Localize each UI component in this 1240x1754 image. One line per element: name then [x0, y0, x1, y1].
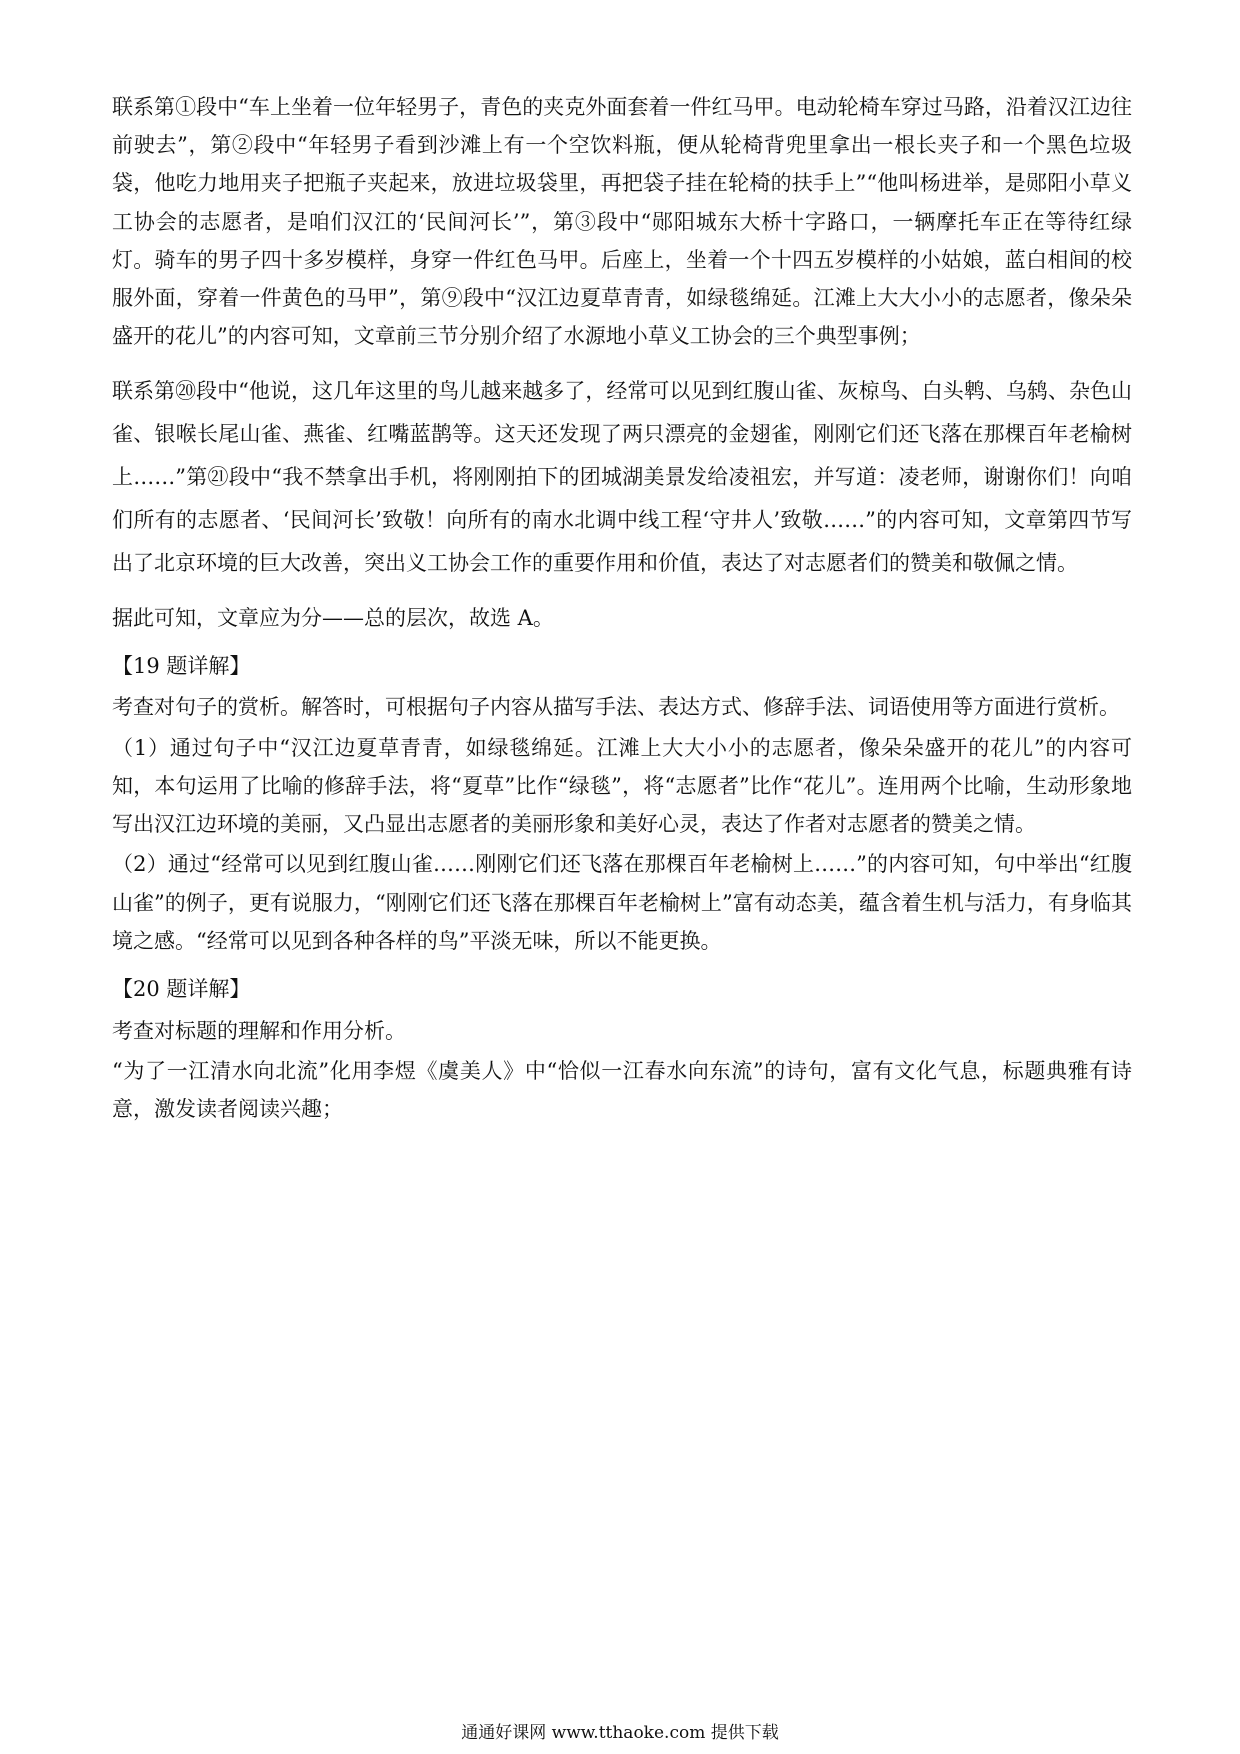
paragraph-conclusion: 据此可知，文章应为分——总的层次，故选 A。 [112, 605, 554, 630]
section-19-intro: 考查对句子的赏析。解答时，可根据句子内容从描写手法、表达方式、修辞手法、词语使用等方面进行赏析。 [112, 695, 1120, 720]
section-19-heading: 【19 题详解】 [112, 653, 251, 678]
section-19-point-2: （2）通过“经常可以见到红腹山雀……刚刚它们还飞落在那棵百年老榆树上……”的内容可知，句中举出“红腹山雀”的例子，更有说服力，“刚刚它们还飞落在那棵百年老榆树上”富有动态美，蕴含着生机与活力，有身临其境之感。“经常可以见到各种各样的鸟”平淡无味，所以不能更换。 [112, 852, 1132, 953]
section-19-point-1: （1）通过句子中“汉江边夏草青青，如绿毯绵延。江滩上大大小小的志愿者，像朵朵盛开的花儿”的内容可知，本句运用了比喻的修辞手法，将“夏草”比作“绿毯”，将“志愿者”比作“花儿”。连用两个比喻，生动形象地写出汉江边环境的美丽，又凸显出志愿者的美丽形象和美好心灵，表达了作者对志愿者的赞美之情。 [112, 735, 1132, 837]
document-page [112, 88, 1132, 1130]
section-20-intro: 考查对标题的理解和作用分析。 [112, 1018, 406, 1043]
section-20-heading: 【20 题详解】 [112, 977, 251, 1002]
page-footer: 通通好课网 www.tthaoke.com 提供下载 [461, 1723, 779, 1743]
paragraph-analysis-fourth-section: 联系第⑳段中“他说，这几年这里的鸟儿越来越多了，经常可以见到红腹山雀、灰椋鸟、白头鹎、乌鸫、杂色山雀、银喉长尾山雀、燕雀、红嘴蓝鹊等。这天还发现了两只漂亮的金翅雀，刚刚它们还飞落在那棵百年老榆树上……”第㉑段中“我不禁拿出手机，将刚刚拍下的团城湖美景发给凌祖宏，并写道：凌老师，谢谢你们！向咱们所有的志愿者、‘民间河长’致敬！向所有的南水北调中线工程‘守井人’致敬……”的内容可知，文章第四节写出了北京环境的巨大改善，突出义工协会工作的重要作用和价值，表达了对志愿者们的赞美和敬佩之情。 [112, 378, 1132, 575]
paragraph-analysis-first-three-sections: 联系第①段中“车上坐着一位年轻男子，青色的夹克外面套着一件红马甲。电动轮椅车穿过马路，沿着汉江边往前驶去”，第②段中“年轻男子看到沙滩上有一个空饮料瓶，便从轮椅背兜里拿出一根长夹子和一个黑色垃圾袋，他吃力地用夹子把瓶子夹起来，放进垃圾袋里，再把袋子挂在轮椅的扶手上”“他叫杨进举，是郧阳小草义工协会的志愿者，是咱们汉江的‘民间河长’”，第③段中“郧阳城东大桥十字路口，一辆摩托车正在等待红绿灯。骑车的男子四十多岁模样，身穿一件红色马甲。后座上，坐着一个十四五岁模样的小姑娘，蓝白相间的校服外面，穿着一件黄色的马甲”，第⑨段中“汉江边夏草青青，如绿毯绵延。江滩上大大小小的志愿者，像朵朵盛开的花儿”的内容可知，文章前三节分别介绍了水源地小草义工协会的三个典型事例； [112, 95, 1132, 349]
section-20-point-1: “为了一江清水向北流”化用李煜《虞美人》中“恰似一江春水向东流”的诗句，富有文化气息，标题典雅有诗意，激发读者阅读兴趣； [112, 1058, 1132, 1121]
